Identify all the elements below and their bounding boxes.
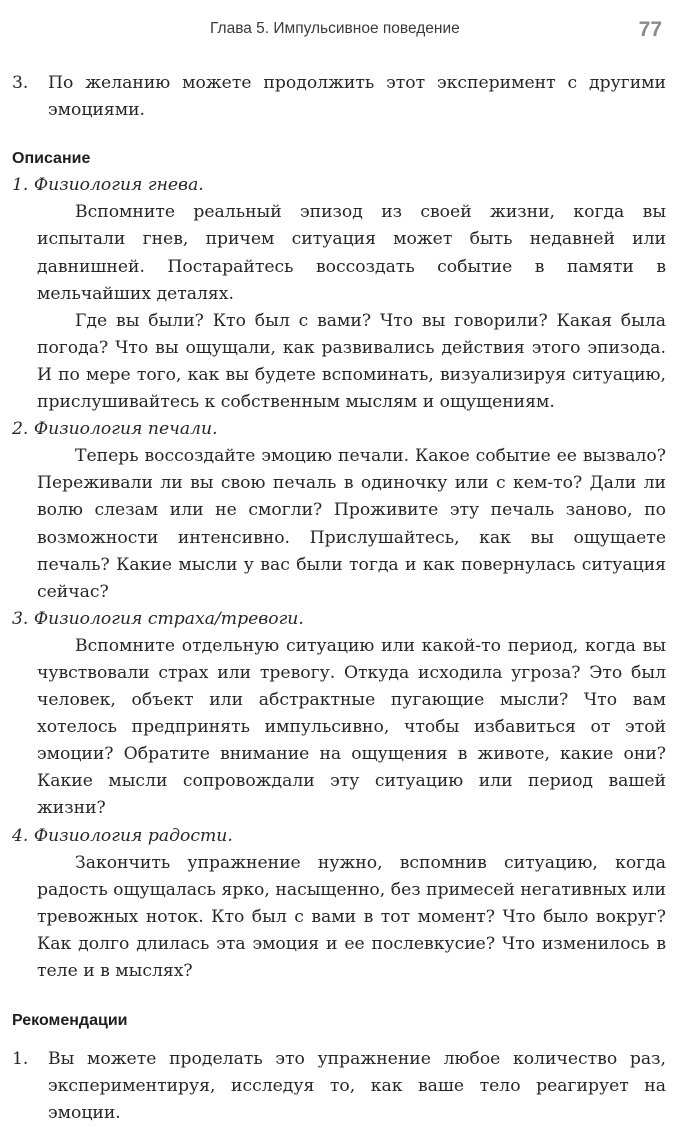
list-item-number: 1.: [12, 1049, 29, 1070]
description-heading: Описание: [12, 150, 91, 168]
section-title: 4. Физиология радости.: [12, 825, 233, 846]
section-anger: [12, 172, 666, 416]
paragraph: Вспомните реальный эпизод из своей жизни, когда вы испытали гнев, причем ситуация может быть недавней или давнишней. Постарайтесь воссоздать событие в памяти в мельчайших деталях.: [37, 202, 666, 304]
paragraph: Вспомните отдельную ситуацию или какой-то период, когда вы чувствовали страх или тревогу. Откуда исходила угроза? Это был человек, объект или абстрактные пугающие мысли? Что вам хотелось предпринять импульсивно, чтобы избавиться от этой эмоции? Обратите внимание на ощущения в животе, какие они? Какие мысли сопровождали эту ситуацию или период вашей жизни?: [37, 635, 666, 819]
section-body: [12, 199, 666, 416]
section-title: 3. Физиология страха/тревоги.: [12, 608, 304, 629]
paragraph: Теперь воссоздайте эмоцию печали. Какое событие ее вызвало? Переживали ли вы свою печаль в одиночку или с кем-то? Дали ли волю слезам или не смогли? Проживите эту печаль заново, по возможности интенсивно. Прислушайтесь, как вы ощущаете печаль? Какие мысли у вас были тогда и как повернулась ситуация сейчас?: [37, 446, 666, 602]
paragraph: Закончить упражнение нужно, вспомнив ситуацию, когда радость ощущалась ярко, насыщенно, без примесей негативных или тревожных ноток. Кто был с вами в тот момент? Что было вокруг? Как долго длилась эта эмоция и ее послевкусие? Что изменилось в теле и в мыслях?: [37, 852, 666, 981]
paragraph: Где вы были? Кто был с вами? Что вы говорили? Какая была погода? Что вы ощущали, как развивались действия этого эпизода. И по мере того, как вы будете вспоминать, визуализируя ситуацию, прислушивайтесь к собственным мыслям и ощущениям.: [37, 310, 666, 413]
list-item-text: По желанию можете продолжить этот эксперимент с другими эмоциями.: [48, 73, 666, 121]
section-title: 1. Физиология гнева.: [12, 175, 204, 196]
list-item-number: 3.: [12, 73, 29, 93]
section-fear: [12, 606, 666, 823]
section-body: [12, 850, 666, 985]
recommendations-heading: Рекомендации: [12, 1012, 128, 1030]
section-body: [12, 633, 666, 823]
list-item-text: Вы можете проделать это упражнение любое количество раз, экспериментируя, исследуя то, как ваше тело реагирует на эмоции.: [48, 1049, 666, 1124]
page-number: 77: [638, 18, 662, 41]
section-joy: [12, 823, 666, 986]
chapter-title: Глава 5. Импульсивное поведение: [210, 20, 460, 37]
section-title: 2. Физиология печали.: [12, 419, 218, 440]
section-sadness: [12, 416, 666, 606]
section-body: [12, 443, 666, 606]
page-body: [12, 70, 666, 1127]
running-header: [0, 18, 676, 48]
intro-list-item: [12, 70, 666, 124]
recommendation-item: [12, 1046, 666, 1127]
